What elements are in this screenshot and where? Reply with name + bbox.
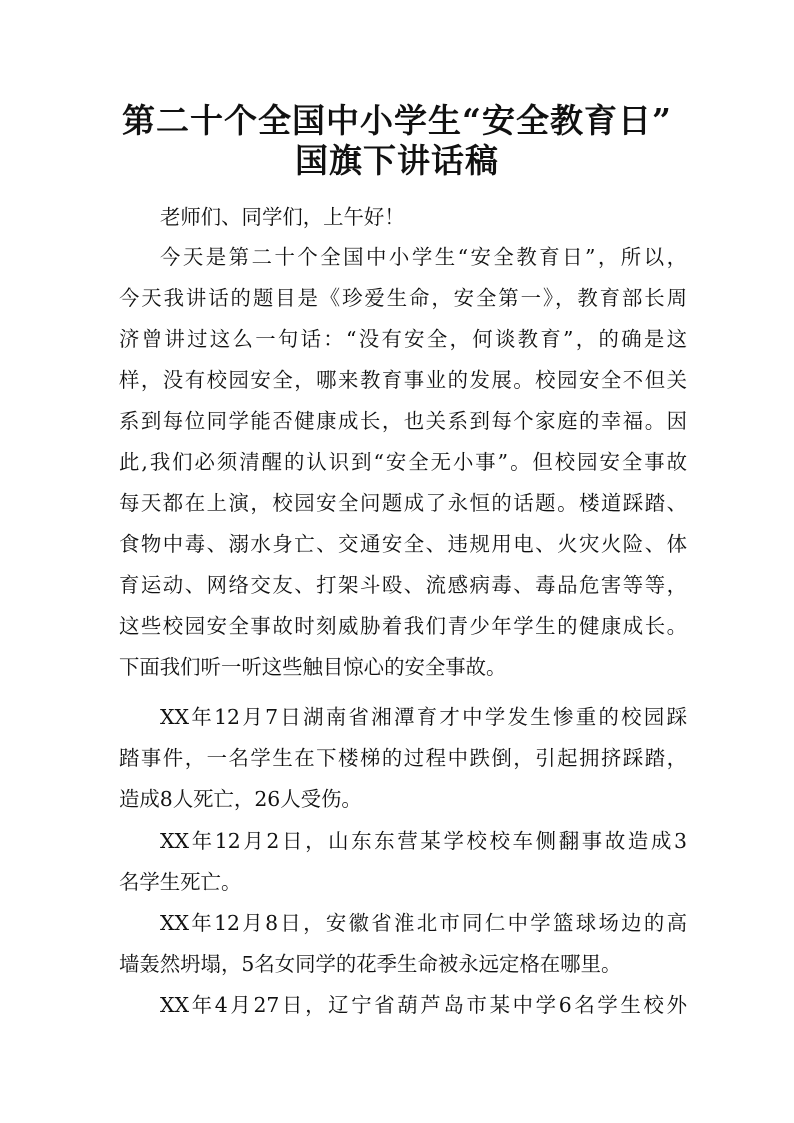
paragraph-line: 墙轰然坍塌，5名女同学的花季生命被永远定格在哪里。 — [119, 952, 622, 976]
paragraph-line: 济曾讲过这么一句话：“没有安全，何谈教育”，的确是这 — [119, 327, 687, 351]
document-title-line-1: 第二十个全国中小学生“安全教育日” — [122, 101, 672, 140]
paragraph-line: 今天我讲话的题目是《珍爱生命，安全第一》，教育部长周 — [119, 286, 687, 310]
paragraph-line: XX年12月8日，安徽省淮北市同仁中学篮球场边的高 — [160, 911, 687, 935]
paragraph-line: 这些校园安全事故时刻威胁着我们青少年学生的健康成长。 — [119, 614, 687, 638]
document-title-line-2: 国旗下讲话稿 — [295, 141, 499, 180]
paragraph-line: 食物中毒、溺水身亡、交通安全、违规用电、火灾火险、体 — [119, 532, 687, 556]
paragraph-line: 样，没有校园安全，哪来教育事业的发展。校园安全不但关 — [119, 368, 687, 392]
paragraph-line: 育运动、网络交友、打架斗殴、流感病毒、毒品危害等等， — [119, 573, 687, 597]
paragraph-line: 名学生死亡。 — [119, 870, 242, 894]
paragraph-line: 踏事件，一名学生在下楼梯的过程中跌倒，引起拥挤踩踏， — [119, 746, 687, 770]
paragraph-line: XX年12月7日湖南省湘潭育才中学发生惨重的校园踩 — [160, 705, 687, 729]
paragraph-line: 造成8人死亡，26人受伤。 — [119, 787, 362, 811]
paragraph-line: 此,我们必须清醒的认识到“安全无小事”。但校园安全事故 — [119, 450, 687, 474]
paragraph-line: 下面我们听一听这些触目惊心的安全事故。 — [119, 655, 507, 679]
paragraph-line: XX年12月2日，山东东营某学校校车侧翻事故造成3 — [160, 829, 687, 853]
paragraph-line: 每天都在上演，校园安全问题成了永恒的话题。楼道踩踏、 — [119, 491, 687, 515]
greeting-line: 老师们、同学们，上午好！ — [160, 205, 405, 229]
paragraph-line: 系到每位同学能否健康成长，也关系到每个家庭的幸福。因 — [119, 409, 687, 433]
paragraph-line: 今天是第二十个全国中小学生“安全教育日”，所以， — [160, 245, 687, 269]
paragraph-line: XX年4月27日，辽宁省葫芦岛市某中学6名学生校外 — [160, 993, 687, 1017]
